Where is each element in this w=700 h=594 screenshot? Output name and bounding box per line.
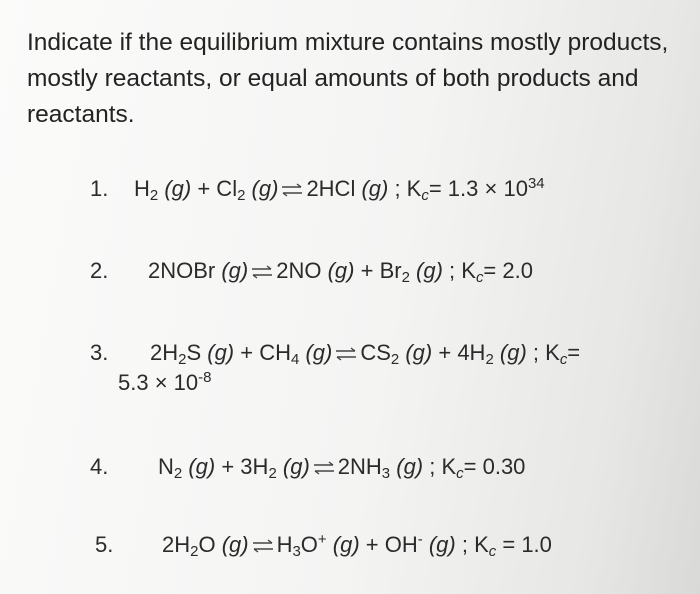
equilibrium-arrow-icon	[335, 347, 357, 361]
equation-4: $N_2$ $(g) + 3H_2$ (g) $2NH_3$ (g) ; $K_c= 0.30$	[158, 454, 526, 483]
list-item-2	[0, 258, 700, 298]
list-item-4	[0, 454, 700, 494]
equation-3: $2H_2S$ $(g) + CH_4$ (g) $CS_2$ $(g) + 4H_2$ (g) ; $K_c=$	[150, 340, 581, 369]
equation-1: $H_2$ $(g) + Cl_2$ (g) 2HCl (g) ; $K_c= 1.3 \times 10^{34}$	[134, 174, 545, 205]
list-item-5	[0, 532, 700, 572]
equilibrium-arrow-icon	[281, 183, 303, 197]
item-number: 1.	[90, 176, 109, 201]
item-number: 2.	[90, 258, 109, 283]
item-number: 5.	[95, 532, 114, 557]
list-item-3	[0, 340, 700, 410]
equation-2: 2NOBr (g) 2NO $(g) + Br_2$ (g) ; $K_c= 2.0$	[148, 258, 533, 287]
equilibrium-arrow-icon	[313, 461, 335, 475]
equilibrium-arrow-icon	[252, 539, 274, 553]
list-item-1	[0, 176, 700, 216]
question-prompt: Indicate if the equilibrium mixture contains mostly products, mostly reactants, or equal amounts of both products and reactants.	[27, 29, 669, 128]
equation-3-continuation: $5.3 \times 10^{-8}$	[118, 368, 212, 395]
equilibrium-arrow-icon	[251, 265, 273, 279]
item-number: 4.	[90, 454, 109, 479]
item-number: 3.	[90, 340, 109, 365]
equation-5: $2H_2O$ (g) $H_3O^+$ (g) + OH- (g) ; $K_c = 1.0$	[162, 530, 552, 561]
